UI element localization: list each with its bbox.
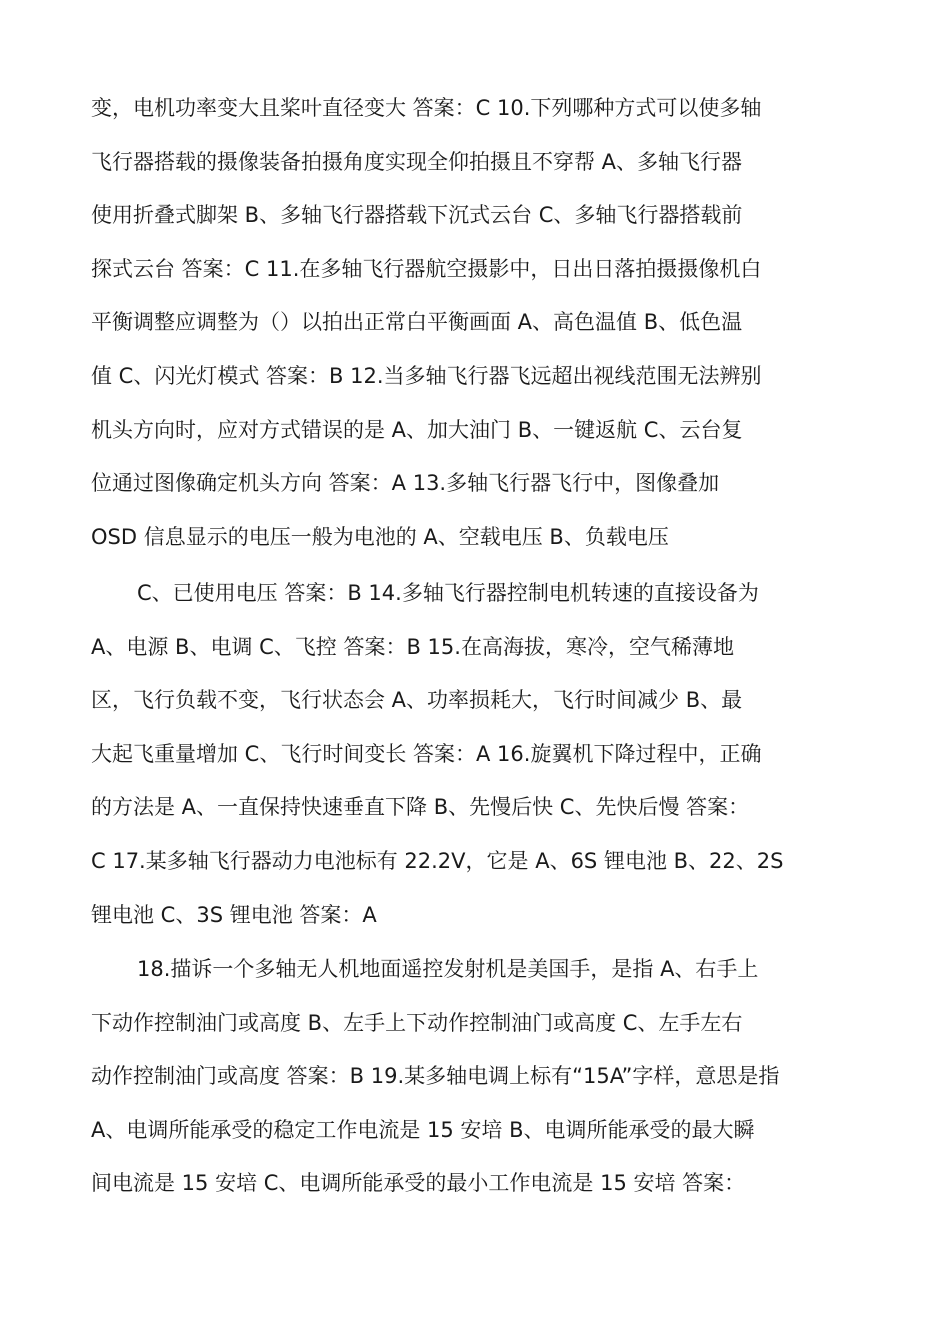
text-line: 区，飞行负载不变，飞行状态会 A、功率损耗大，飞行时间减少 B、最 bbox=[91, 688, 743, 713]
paragraph-questions-18-19 bbox=[91, 943, 861, 1211]
text-line: 的方法是 A、一直保持快速垂直下降 B、先慢后快 C、先快后慢 答案： bbox=[91, 795, 750, 820]
text-line: A、电调所能承受的稳定工作电流是 15 安培 B、电调所能承受的最大瞬 bbox=[91, 1117, 755, 1142]
text-line: 探式云台 答案：C 11.在多轴飞行器航空摄影中，日出日落拍摄摄像机白 bbox=[91, 256, 762, 281]
text-line: 间电流是 15 安培 C、电调所能承受的最小工作电流是 15 安培 答案： bbox=[91, 1171, 746, 1196]
text-line: 大起飞重量增加 C、飞行时间变长 答案：A 16.旋翼机下降过程中，正确 bbox=[91, 741, 762, 766]
text-line: 值 C、闪光灯模式 答案：B 12.当多轴飞行器飞远超出视线范围无法辨别 bbox=[91, 363, 762, 388]
text-line: 飞行器搭载的摄像装备拍摄角度实现全仰拍摄且不穿帮 A、多轴飞行器 bbox=[91, 149, 743, 174]
text-line: 机头方向时，应对方式错误的是 A、加大油门 B、一键返航 C、云台复 bbox=[91, 417, 743, 442]
text-line: C、已使用电压 答案：B 14.多轴飞行器控制电机转速的直接设备为 bbox=[137, 581, 759, 605]
text-line: 18.描诉一个多轴无人机地面遥控发射机是美国手，是指 A、右手上 bbox=[137, 957, 759, 981]
text-line: A、电源 B、电调 C、飞控 答案：B 15.在高海拔，寒冷，空气稀薄地 bbox=[91, 634, 734, 659]
paragraph-questions-13-17 bbox=[91, 567, 861, 942]
text-line: 锂电池 C、3S 锂电池 答案：A bbox=[91, 902, 377, 927]
text-line: OSD 信息显示的电压一般为电池的 A、空载电压 B、负载电压 bbox=[91, 524, 669, 549]
text-line: C 17.某多轴飞行器动力电池标有 22.2V，它是 A、6S 锂电池 B、22、2S bbox=[91, 848, 784, 873]
text-line: 动作控制油门或高度 答案：B 19.某多轴电调上标有“15A”字样，意思是指 bbox=[91, 1064, 780, 1089]
text-line: 位通过图像确定机头方向 答案：A 13.多轴飞行器飞行中，图像叠加 bbox=[91, 471, 720, 496]
paragraph-questions-10-13 bbox=[91, 82, 861, 564]
text-line: 下动作控制油门或高度 B、左手上下动作控制油门或高度 C、左手左右 bbox=[91, 1010, 743, 1035]
text-line: 平衡调整应调整为（）以拍出正常白平衡画面 A、高色温值 B、低色温 bbox=[91, 310, 743, 335]
text-line: 变，电机功率变大且桨叶直径变大 答案：C 10.下列哪种方式可以使多轴 bbox=[91, 96, 762, 120]
text-line: 使用折叠式脚架 B、多轴飞行器搭载下沉式云台 C、多轴飞行器搭载前 bbox=[91, 203, 743, 228]
